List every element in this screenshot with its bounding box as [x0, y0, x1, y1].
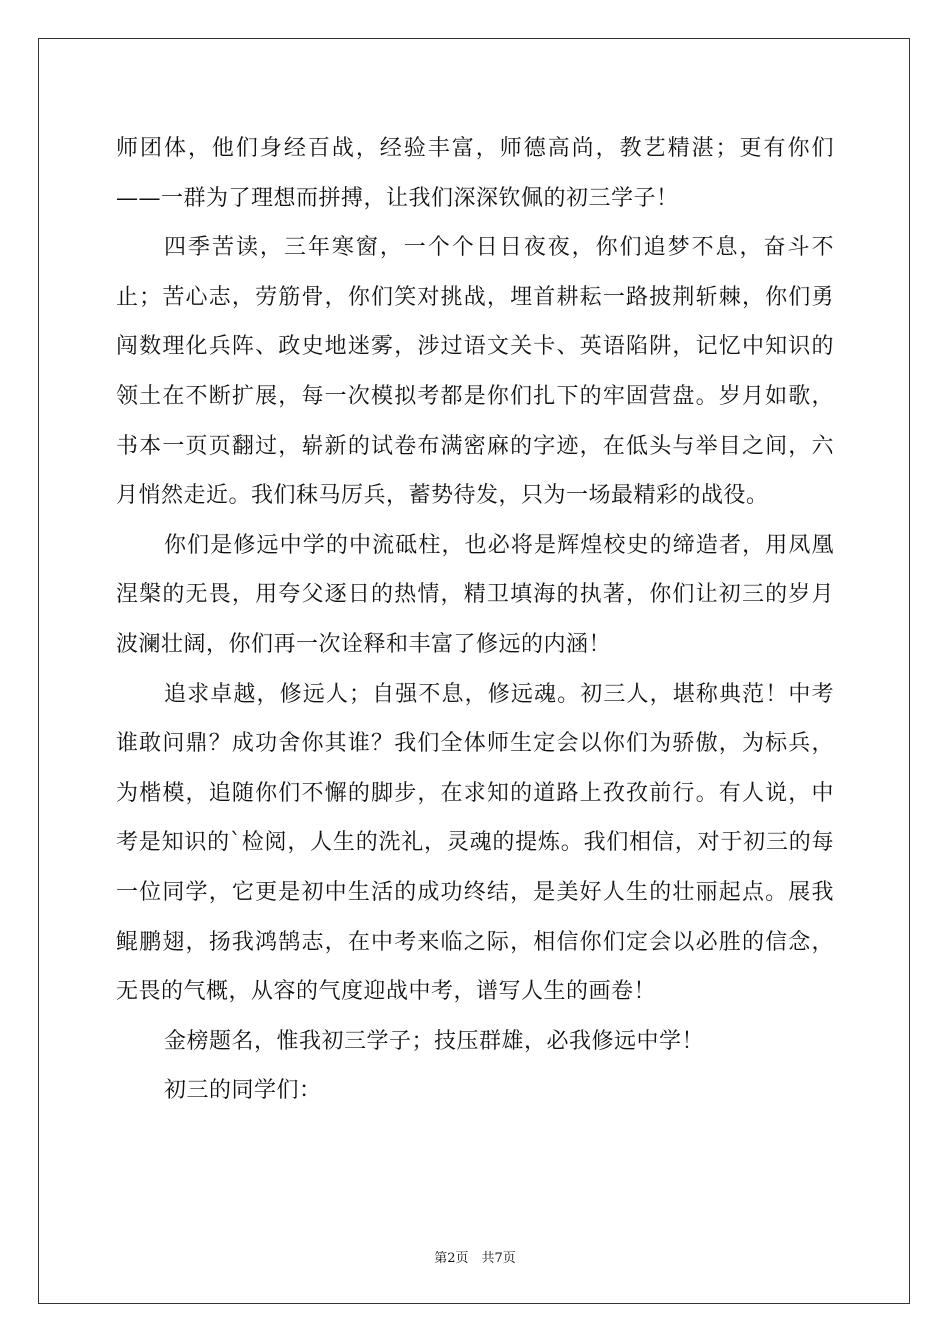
paragraph: 四季苦读，三年寒窗，一个个日日夜夜，你们追梦不息，奋斗不止；苦心志，劳筋骨，你们笑对挑战，埋首耕耘一路披荆斩棘，你们勇闯数理化兵阵、政史地迷雾，涉过语文关卡、英语陷阱，记忆中知识的领土在不断扩展，每一次模拟考都是你们扎下的牢固营盘。岁月如歌，书本一页页翻过，崭新的试卷布满密麻的字迹，在低头与举目之间，六月悄然走近。我们秣马厉兵，蓄势待发，只为一场最精彩的战役。	[116, 235, 834, 509]
document-body	[116, 124, 834, 1116]
paragraph: 初三的同学们：	[164, 1078, 322, 1104]
page-number: 第2页 共7页	[434, 1251, 516, 1266]
paragraph: 金榜题名，惟我初三学子；技压群雄，必我修远中学！	[164, 1028, 705, 1054]
paragraph-continued: 师团体，他们身经百战，经验丰富，师德高尚，教艺精湛；更有你们——一群为了理想而拼搏，让我们深深钦佩的初三学子！	[116, 136, 834, 211]
paragraph: 你们是修远中学的中流砥柱，也必将是辉煌校史的缔造者，用凤凰涅槃的无畏，用夸父逐日的热情，精卫填海的执著，你们让初三的岁月波澜壮阔，你们再一次诠释和丰富了修远的内涵！	[116, 532, 834, 657]
paragraph: 追求卓越，修远人；自强不息，修远魂。初三人，堪称典范！中考谁敢问鼎？成功舍你其谁？我们全体师生定会以你们为骄傲，为标兵，为楷模，追随你们不懈的脚步，在求知的道路上孜孜前行。有人说，中考是知识的`检阅，人生的洗礼，灵魂的提炼。我们相信，对于初三的每一位同学，它更是初中生活的成功终结，是美好人生的壮丽起点。展我鲲鹏翅，扬我鸿鹄志，在中考来临之际，相信你们定会以必胜的信念，无畏的气概，从容的气度迎战中考，谱写人生的画卷！	[116, 681, 834, 1005]
